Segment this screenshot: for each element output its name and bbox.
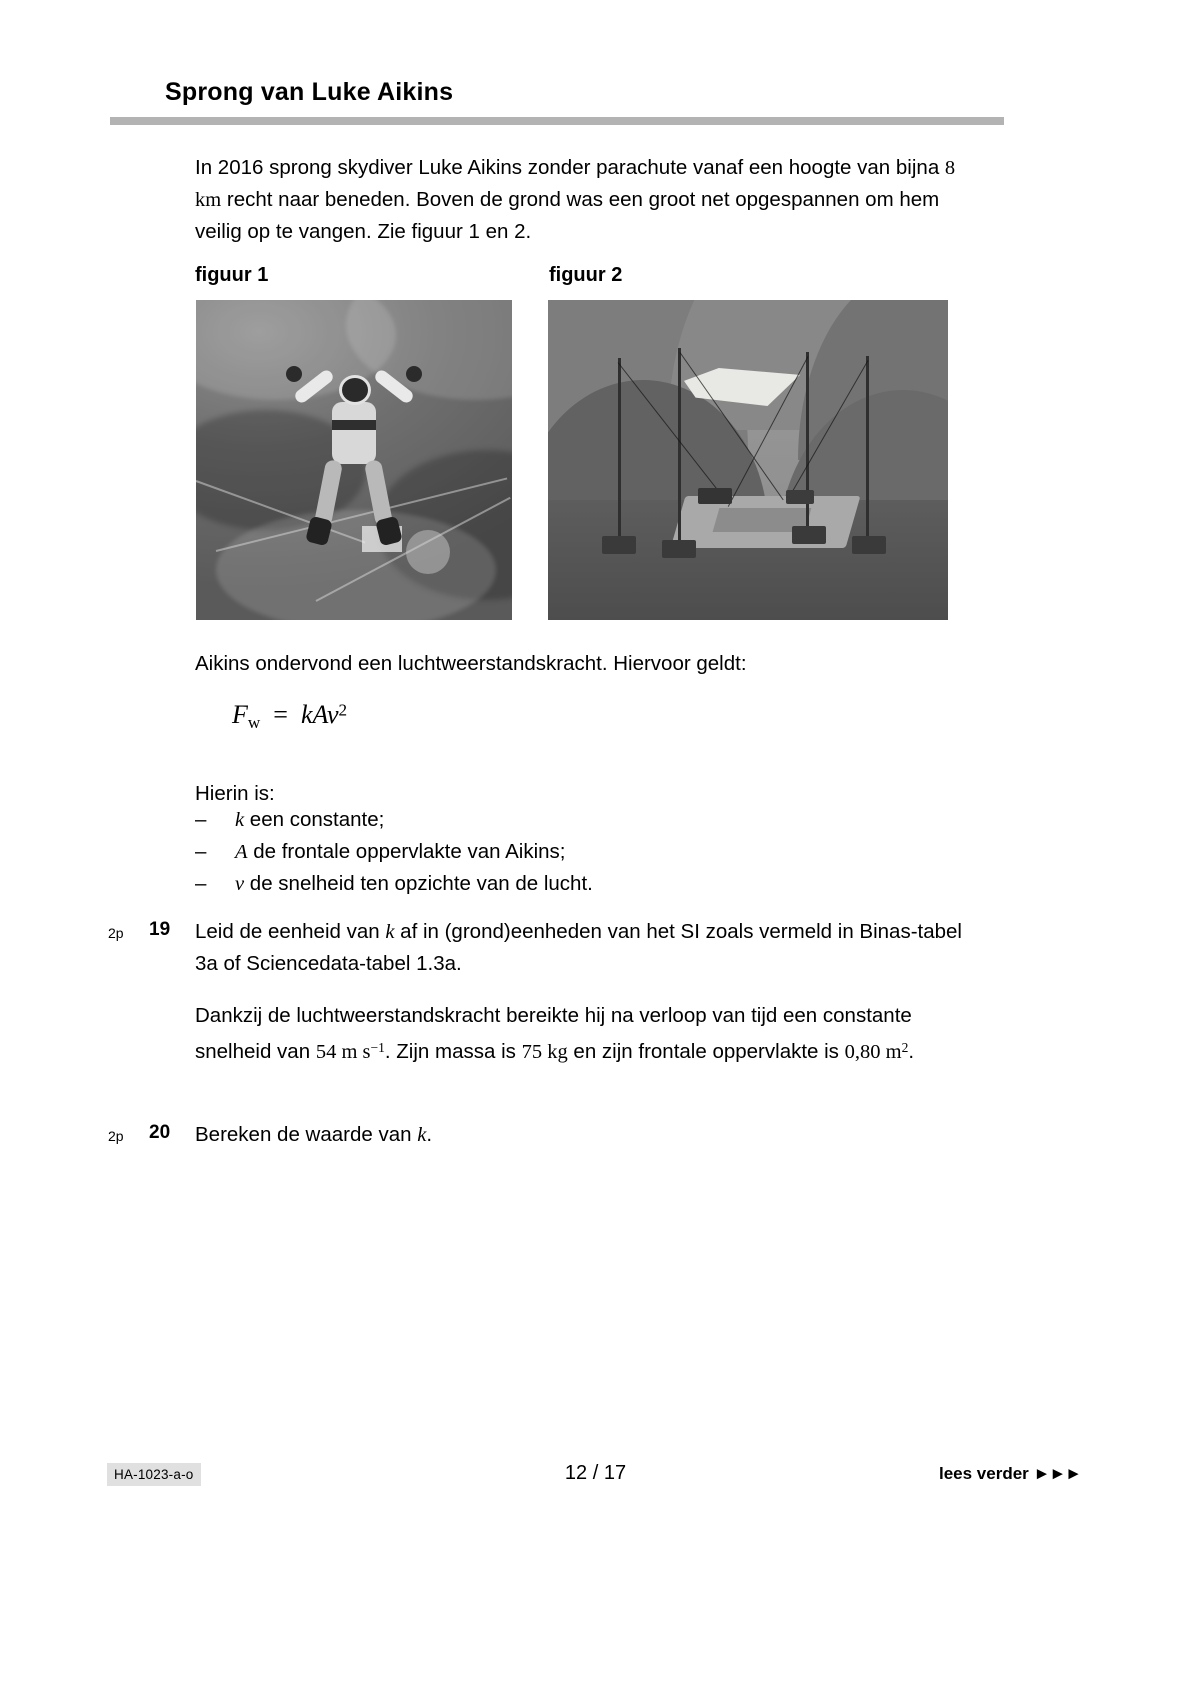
- q19-symbol: k: [385, 921, 395, 943]
- title-divider: [110, 117, 1004, 125]
- page-title: Sprong van Luke Aikins: [165, 78, 454, 106]
- diver-left-hand: [286, 366, 302, 382]
- fig2-mast-2: [678, 348, 681, 548]
- fig2-mast-base-1: [602, 536, 636, 554]
- intro-line-1: In 2016 sprong skydiver Luke Aikins zonder parachute vanaf een hoogte: [195, 156, 852, 179]
- dankzij-line-3a: oppervlakte is: [712, 1040, 845, 1064]
- resistance-paragraph: Aikins ondervond een luchtweerstandskracht. Hiervoor geldt:: [195, 652, 747, 675]
- q20-line1a: Bereken de waarde van: [195, 1123, 418, 1146]
- question-20-points: 2p: [108, 1128, 124, 1144]
- list-item: [195, 804, 965, 836]
- q19-line1a: Leid de eenheid van: [195, 920, 386, 943]
- symbol-A-description: de frontale oppervlakte van Aikins;: [247, 840, 566, 863]
- bullet-dash: –: [195, 840, 207, 863]
- fig2-mast-4: [866, 356, 869, 546]
- intro-line-2b: recht naar beneden. Boven de grond was een groot net: [221, 188, 730, 211]
- symbol-v: v: [235, 873, 245, 895]
- dankzij-line-1: Dankzij de luchtweerstandskracht bereikte hij na verloop van tijd een: [195, 1004, 818, 1027]
- symbol-k-description: een constante;: [244, 808, 385, 831]
- area-exponent: 2: [901, 1040, 909, 1055]
- figure-1-image: [196, 300, 512, 620]
- speed-value: 54 m s: [315, 1041, 371, 1064]
- fig2-mast-3: [806, 352, 809, 534]
- hierin-label: Hierin is:: [195, 782, 275, 805]
- footer-page-number: 12 / 17: [564, 1462, 627, 1484]
- q19-line1b: af in (grond)eenheden van het SI zoals vermeld in: [394, 920, 854, 943]
- fig2-mast-base-2: [662, 540, 696, 558]
- list-item: [195, 868, 965, 900]
- intro-paragraph: [195, 152, 960, 248]
- dankzij-line-2c: en zijn frontale: [567, 1040, 707, 1064]
- diver-left-boot: [305, 516, 333, 547]
- dankzij-line-2b: . Zijn massa is: [384, 1040, 522, 1064]
- fig2-vehicle-2: [786, 490, 814, 504]
- footer-document-code: HA-1023-a-o: [107, 1463, 201, 1486]
- list-item: [195, 836, 965, 868]
- question-19-points: 2p: [108, 925, 124, 941]
- diver-torso: [332, 402, 376, 464]
- symbol-definitions-list: [195, 804, 965, 900]
- symbol-A: A: [235, 841, 248, 863]
- drag-force-formula: $F_w = kAv^2$: [232, 700, 348, 732]
- bullet-dash: –: [195, 872, 207, 895]
- diver-helmet: [342, 378, 368, 402]
- q20-symbol: k: [417, 1124, 427, 1146]
- bullet-dash: –: [195, 808, 207, 831]
- area-value: 0,80 m: [844, 1041, 902, 1064]
- fig2-mast-base-4: [852, 536, 886, 554]
- question-20-number: 20: [149, 1122, 171, 1143]
- speed-exponent: −1: [370, 1040, 385, 1055]
- q20-line1b: .: [426, 1123, 433, 1146]
- figure-2-image: [548, 300, 948, 620]
- symbol-k: k: [235, 809, 245, 831]
- fig2-vehicle-1: [698, 488, 732, 504]
- question-20-text: [195, 1119, 965, 1151]
- dankzij-line-2a: constante snelheid van: [195, 1004, 912, 1064]
- diver-suit-stripe: [332, 420, 376, 430]
- footer-continue: [939, 1464, 1081, 1484]
- fig2-mast-1: [618, 358, 621, 548]
- constant-speed-paragraph: [195, 1000, 965, 1068]
- footer-continue-label: lees verder: [938, 1464, 1029, 1483]
- diver-right-hand: [406, 366, 422, 382]
- question-19-text: [195, 916, 965, 980]
- dankzij-line-3b: .: [908, 1040, 915, 1064]
- fig2-mast-base-3: [792, 526, 826, 544]
- figure-1-label: figuur 1: [195, 264, 269, 286]
- intro-line-2a: van bijna: [857, 156, 945, 179]
- height-value: 8 km: [195, 157, 956, 211]
- intro-line-3: opgespannen om hem veilig op te vangen. Zie figuur 1 en 2.: [195, 188, 940, 243]
- diver-right-boot: [375, 516, 403, 547]
- triangle-right-icon: ►►►: [1033, 1464, 1081, 1483]
- figure-2-label: figuur 2: [549, 264, 623, 286]
- skydiver-figure: [284, 360, 424, 560]
- mass-value: 75 kg: [521, 1041, 568, 1064]
- q19-line2: Binas-tabel 3a of Sciencedata-tabel 1.3a.: [195, 920, 962, 975]
- symbol-v-description: de snelheid ten opzichte van de lucht.: [244, 872, 593, 895]
- question-19-number: 19: [149, 919, 171, 940]
